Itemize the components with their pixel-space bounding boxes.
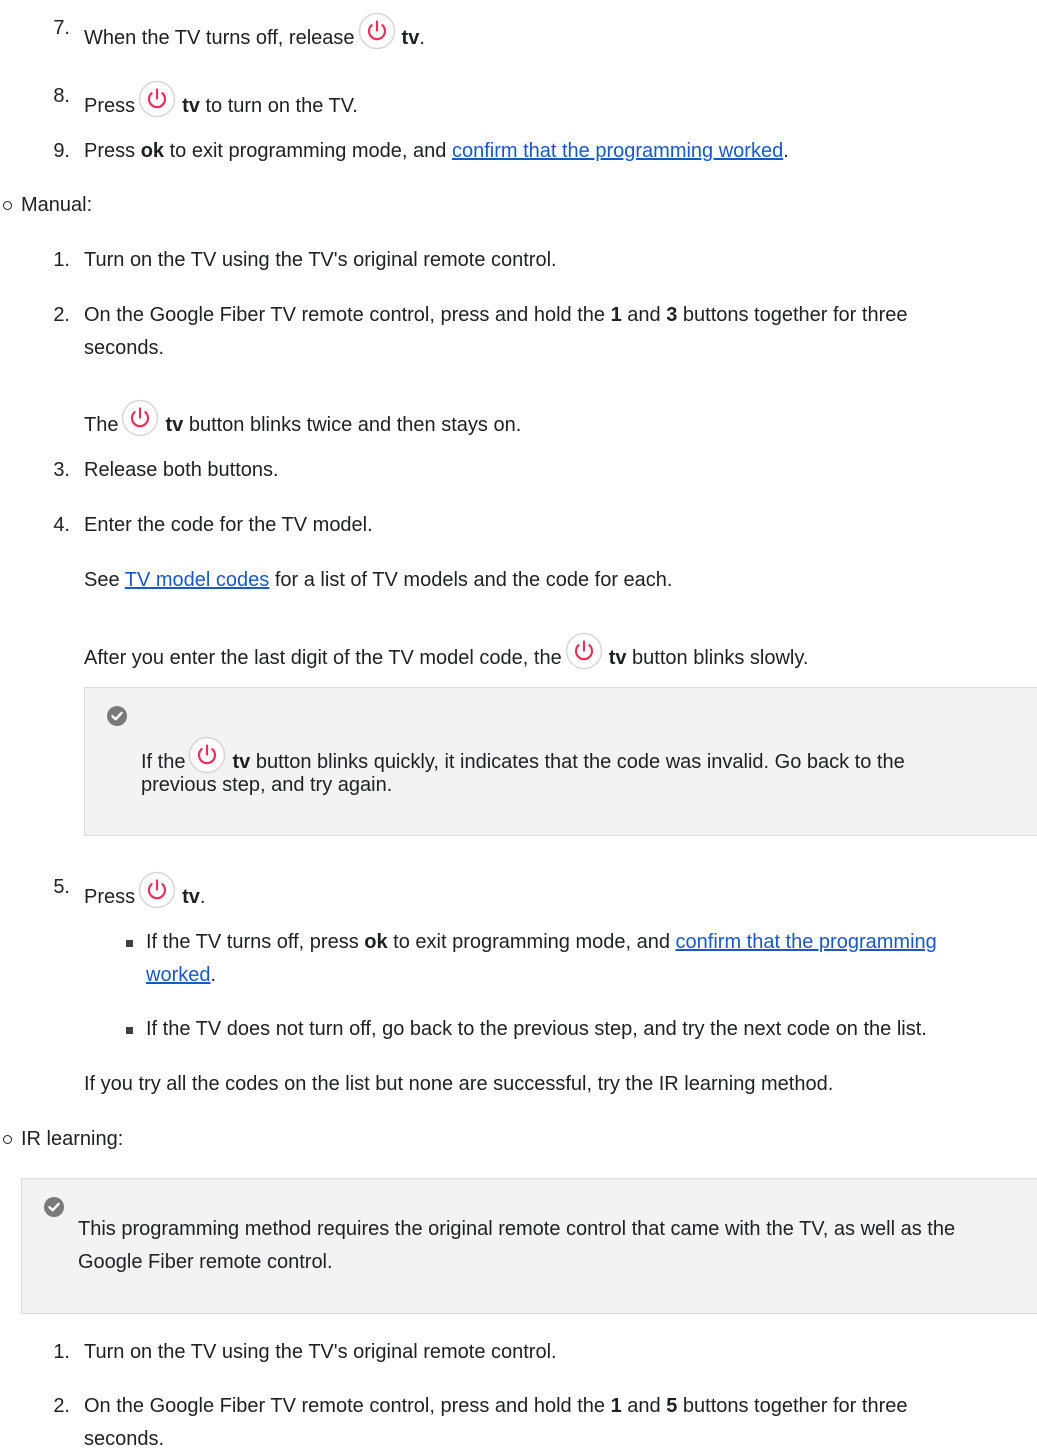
power-button-icon — [138, 871, 176, 909]
manual-step-3-text: Release both buttons. — [84, 459, 279, 481]
manual-step-4-after — [84, 632, 808, 675]
tv-label: tv — [401, 27, 420, 49]
step-number: 2. — [53, 304, 70, 326]
step-text: for a list of TV models and the code for each. — [269, 569, 673, 591]
step-text: and — [621, 304, 667, 326]
step-number: 4. — [53, 514, 70, 536]
button-1-label: 1 — [610, 304, 622, 326]
button-1-label: 1 — [610, 1395, 622, 1417]
manual-step-5-text — [84, 871, 205, 914]
manual-step-2-subtext — [84, 399, 521, 442]
tv-model-codes-link[interactable]: TV model codes — [124, 569, 270, 591]
confirm-programming-link[interactable]: confirm that the programming — [675, 931, 937, 953]
step-text: When the TV turns off, release — [84, 27, 355, 49]
tv-label: tv — [232, 751, 251, 773]
ir-step-2-text — [84, 1390, 907, 1423]
step-text: buttons together for three — [677, 1395, 908, 1417]
punctuation: . — [419, 27, 425, 49]
power-button-icon — [138, 80, 176, 118]
step-text: On the Google Fiber TV remote control, press and hold the — [84, 304, 611, 326]
step-8-text — [84, 80, 358, 123]
ok-label: ok — [140, 140, 165, 162]
ir-learning-heading: IR learning: — [21, 1128, 124, 1150]
note-box — [21, 1178, 1037, 1314]
manual-step-2-text-line2: seconds. — [84, 337, 165, 359]
note-text-part: If the — [141, 751, 186, 773]
step-text: If the TV turns off, press — [146, 931, 365, 953]
note-text-line2: Google Fiber remote control. — [78, 1251, 333, 1273]
step-text: button blinks twice and then stays on. — [183, 414, 522, 436]
note-box — [84, 687, 1037, 836]
manual-step-4-text: Enter the code for the TV model. — [84, 514, 373, 536]
step-text: to turn on the TV. — [199, 95, 358, 117]
manual-step-1-text: Turn on the TV using the TV's original remote control. — [84, 249, 557, 271]
step-text: buttons together for three — [677, 304, 908, 326]
step-number: 7. — [53, 17, 70, 39]
square-bullet — [126, 1027, 133, 1034]
manual-closing-text: If you try all the codes on the list but none are successful, try the IR learning method. — [84, 1073, 834, 1095]
tv-label: tv — [608, 647, 627, 669]
step-number: 1. — [53, 1341, 70, 1363]
step-number: 5. — [53, 876, 70, 898]
step-text: to exit programming mode, and — [164, 140, 452, 162]
step-text: Press — [84, 140, 141, 162]
ok-label: ok — [364, 931, 388, 953]
check-circle-icon — [44, 1197, 64, 1217]
tv-label: tv — [182, 95, 200, 117]
check-circle-icon — [107, 706, 127, 726]
step-text: After you enter the last digit of the TV model code, the — [84, 647, 562, 669]
step-text: Press — [84, 95, 136, 117]
confirm-programming-link[interactable]: confirm that the programming worked — [451, 140, 784, 162]
punctuation: . — [783, 140, 789, 162]
step-text: to exit programming mode, and — [387, 931, 676, 953]
ir-step-2-text-line2: seconds. — [84, 1428, 165, 1450]
step-number: 1. — [53, 249, 70, 271]
note-text-part: button blinks quickly, it indicates that the code was invalid. Go back to the — [250, 751, 905, 773]
step-number: 9. — [53, 140, 70, 162]
manual-heading: Manual: — [21, 194, 93, 216]
step-number: 2. — [53, 1395, 70, 1417]
manual-step-2-text — [84, 299, 907, 332]
power-button-icon — [565, 632, 603, 670]
step-text: On the Google Fiber TV remote control, press and hold the — [84, 1395, 611, 1417]
step-text: The — [84, 414, 119, 436]
confirm-programming-link[interactable]: worked — [146, 964, 211, 986]
bullet — [3, 201, 12, 210]
power-button-icon — [358, 12, 396, 50]
step-7-text — [84, 12, 425, 55]
button-3-label: 3 — [666, 304, 678, 326]
step-text: See — [84, 569, 125, 591]
power-button-icon — [121, 399, 159, 437]
sub-bullet-1-text — [146, 926, 937, 959]
tv-label: tv — [182, 886, 200, 908]
step-text: and — [621, 1395, 667, 1417]
note-text-line2: previous step, and try again. — [141, 774, 393, 796]
bullet — [3, 1135, 12, 1144]
manual-step-4-see — [84, 564, 672, 597]
sub-bullet-1-text-line2 — [146, 959, 216, 992]
button-5-label: 5 — [666, 1395, 678, 1417]
punctuation: . — [210, 964, 217, 986]
sub-bullet-2-text: If the TV does not turn off, go back to the previous step, and try the next code on the list. — [146, 1018, 927, 1040]
punctuation: . — [199, 886, 206, 908]
step-number: 3. — [53, 459, 70, 481]
square-bullet — [126, 940, 133, 947]
note-text: This programming method requires the original remote control that came with the TV, as well as the — [78, 1218, 956, 1240]
step-9-text — [84, 135, 789, 168]
step-text: Press — [84, 886, 136, 908]
step-number: 8. — [53, 85, 70, 107]
ir-step-1-text: Turn on the TV using the TV's original remote control. — [84, 1341, 557, 1363]
step-text: button blinks slowly. — [626, 647, 809, 669]
tv-label: tv — [165, 414, 184, 436]
